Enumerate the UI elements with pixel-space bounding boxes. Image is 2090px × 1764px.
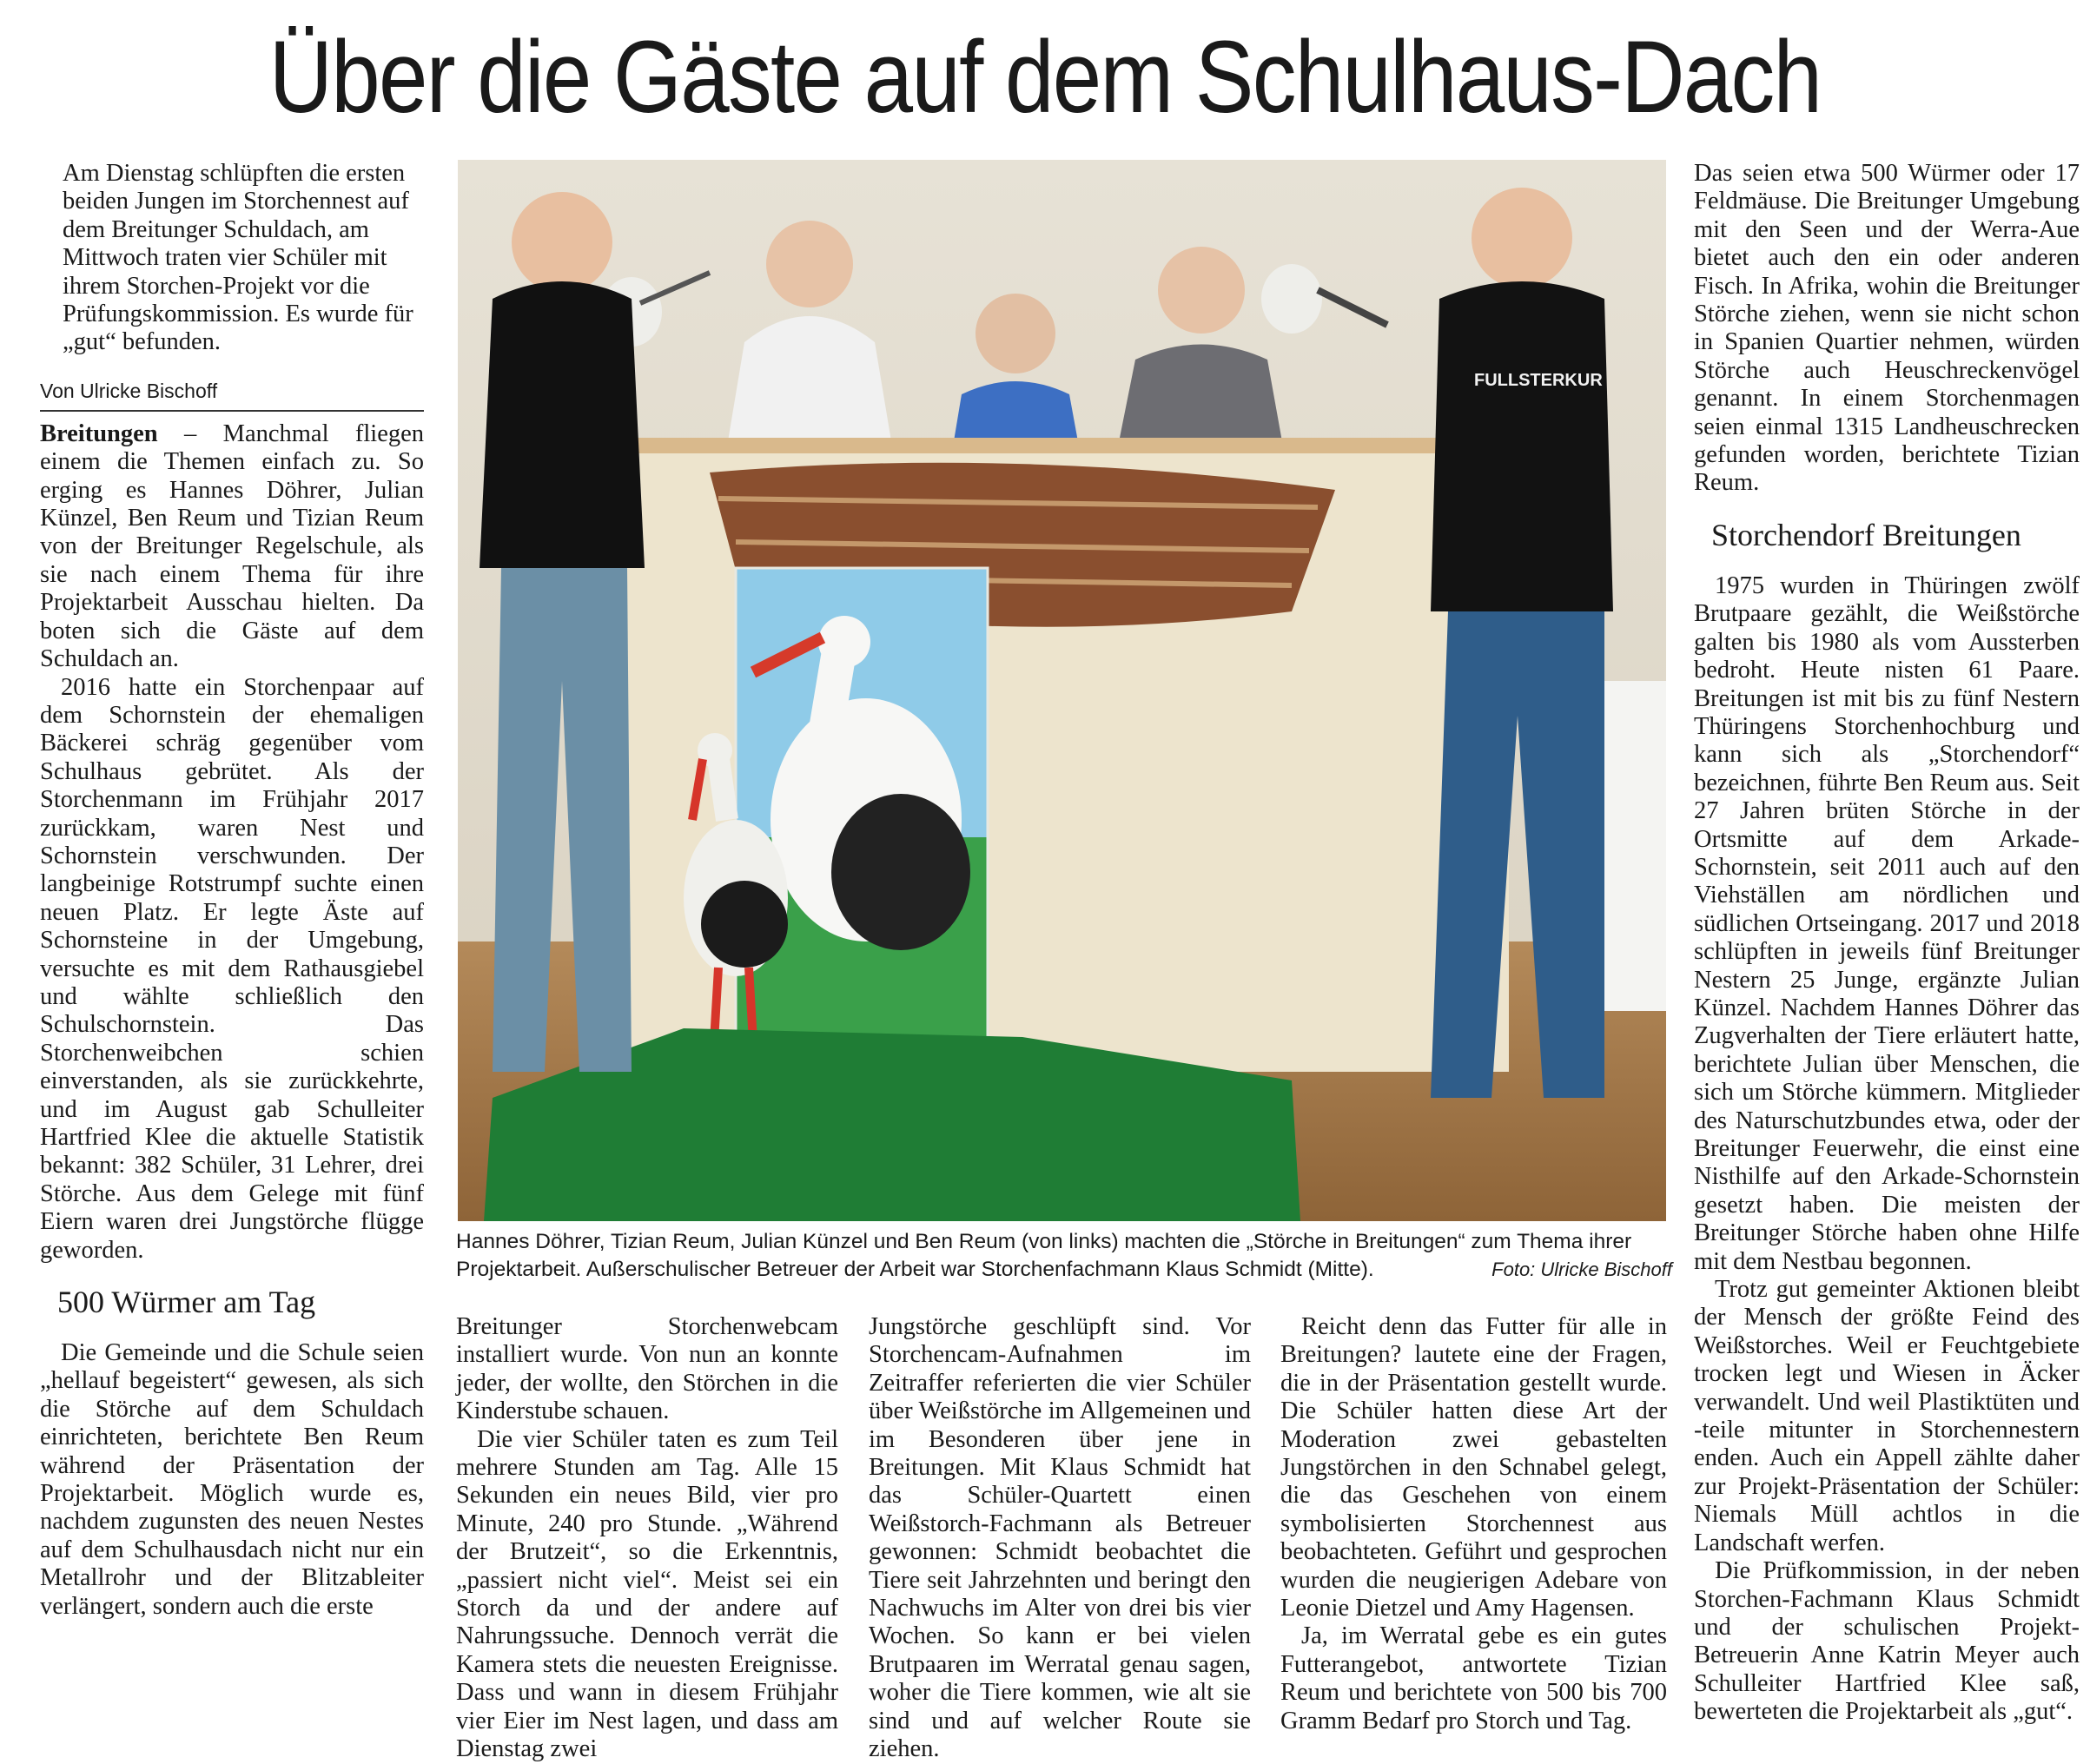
column-5 [1694, 160, 2080, 1727]
paragraph: Reicht denn das Futter für alle in Breitungen? lautete eine der Fragen, die in der Präsentation gestellt wurde. Die Schüler hatten diese Art der Moderation zwei gebastelten Jungstörchen in den Schnabel gelegt, die das Geschehen von einem symbolisierten Storchennest aus beobachteten. Geführt und gesprochen wurden die neugierigen Adebare von Leonie Dietzel und Amy Hagensen. [1280, 1313, 1667, 1622]
column-2 [456, 1313, 838, 1764]
byline: Von Ulricke Bischoff [40, 380, 424, 412]
article-headline: Über die Gäste auf dem Schulhaus-Dach [268, 20, 1822, 135]
paragraph: Ja, im Werratal gebe es ein gutes Futterangebot, antwortete Tizian Reum und berichtete von 500 bis 700 Gramm Bedarf pro Storch und Tag. [1280, 1622, 1667, 1734]
dateline: Breitungen [40, 420, 158, 447]
paragraph: Jungstörche geschlüpft sind. Vor Storchencam-Aufnahmen im Zeitraffer referierten die vier Schüler über Weißstörche im Allgemeinen und im Besonderen über jene in Breitungen. Mit Klaus Schmidt hat das Schüler-Quartett einen Weißstorch-Fachmann als Betreuer gewonnen: Schmidt beobachtet die Tiere seit Jahrzehnten und beringt den Nachwuchs im Alter von drei bis vier Wochen. So kann er bei vielen Brutpaaren im Werratal genau sagen, woher die Tiere kommen, wie alt sie sind und auf welcher Route sie ziehen. [869, 1313, 1251, 1763]
column-1 [40, 160, 424, 1621]
paragraph: Breitunger Storchenwebcam installiert wurde. Von nun an konnte jeder, der wollte, den Störchen in die Kinderstube schauen. [456, 1313, 838, 1425]
article-lead: Am Dienstag schlüpften die ersten beiden Jungen im Storchennest auf dem Breitunger Schuldach, am Mittwoch traten vier Schüler mit ihrem Storchen-Projekt vor die Prüfungskommission. Es wurde für „gut“ befunden. [63, 160, 413, 356]
article-photo [458, 160, 1666, 1221]
paragraph: Breitungen – Manchmal fliegen einem die Themen einfach zu. So erging es Hannes Döhrer, Julian Künzel, Ben Reum und Tizian Reum von der Breitunger Regelschule, als sie nach einem Thema für ihre Projektarbeit Ausschau hielten. Da boten sich die Gäste auf dem Schuldach an. [40, 420, 424, 673]
paragraph: 2016 hatte ein Storchenpaar auf dem Schornstein der ehemaligen Bäckerei schräg gegenüber vom Schulhaus gebrütet. Als der Storchenmann im Frühjahr 2017 zurückkam, waren Nest und Schornstein verschwunden. Der langbeinige Rotstrumpf suchte einen neuen Platz. Er legte Äste auf Schornsteine in der Umgebung, versuchte es mit dem Rathausgiebel und wählte schließlich den Schulschornstein. Das Storchenweibchen schien einverstanden, als sie zurückkehrte, und im August gab Schulleiter Hartfried Klee die aktuelle Statistik bekannt: 382 Schüler, 31 Lehrer, drei Störche. Aus dem Gelege mit fünf Eiern waren drei Jungstörche flügge geworden. [40, 673, 424, 1264]
column-4 [1280, 1313, 1667, 1735]
column-3 [869, 1313, 1251, 1764]
subheading: 500 Würmer am Tag [57, 1285, 316, 1320]
paragraph: 1975 wurden in Thüringen zwölf Brutpaare gezählt, die Weißstörche galten bis 1980 als vom Aussterben bedroht. Heute nisten 61 Paare. Breitungen ist mit bis zu fünf Nestern Thüringens Storchenhochburg und kann sich als „Storchendorf“ bezeichnen, führte Ben Reum aus. Seit 27 Jahren brüten Störche in der Ortsmitte auf dem Arkade-Schornstein, seit 2011 auch auf den Viehställen am nördlichen und südlichen Ortseingang. 2017 und 2018 schlüpften in jeweils fünf Breitunger Nestern 25 Junge, ergänzte Julian Künzel. Nachdem Hannes Döhrer das Zugverhalten der Tiere erläutert hatte, berichtete Julian über Menschen, die sich um Störche kümmern. Mitglieder des Naturschutzbundes etwa, oder der Breitunger Feuerwehr, die einst eine Nisthilfe auf den Arkade-Schornstein gesetzt haben. Die meisten der Breitunger Störche haben ohne Hilfe mit dem Nestbau begonnen. [1694, 571, 2080, 1275]
paragraph: Die vier Schüler taten es zum Teil mehrere Stunden am Tag. Alle 15 Sekunden ein neues Bild, vier pro Minute, 240 pro Stunde. „Während der Brutzeit“, so die Erkenntnis, „passiert nicht viel“. Meist sei ein Storch da und der andere auf Nahrungssuche. Dennoch verrät die Kamera stets die neuesten Ereignisse. Dass und wann in diesem Frühjahr vier Eier im Nest lagen, und dass am Dienstag zwei [456, 1425, 838, 1763]
paragraph: Die Gemeinde und die Schule seien „hellauf begeistert“ gewesen, als sich die Störche auf dem Schuldach einrichteten, berichtete Ben Reum während der Präsentation der Projektarbeit. Möglich wurde es, nachdem zugunsten des neuen Nestes auf dem Schulhausdach nicht nur ein Metallrohr und der Blitzableiter verlängert, sondern auch die erste [40, 1339, 424, 1620]
photo-caption: Hannes Döhrer, Tizian Reum, Julian Künzel und Ben Reum (von links) machten die „Störche in Breitungen“ zum Thema ihrer Projektarbeit. Außerschulischer Betreuer der Arbeit war Storchenfachmann Klaus Schmidt (Mitte). Foto: Ulricke Bischoff [456, 1228, 1672, 1284]
paragraph: Die Prüfkommission, in der neben Storchen-Fachmann Klaus Schmidt und der schulischen Projekt-Betreuerin Anne Katrin Meyer auch Schulleiter Hartfried Klee saß, bewerteten die Projektarbeit als „gut“. [1694, 1557, 2080, 1726]
subheading: Storchendorf Breitungen [1711, 517, 2021, 552]
paragraph: Trotz gut gemeinter Aktionen bleibt der Mensch der größte Feind des Weißstorches. Weil er Feuchtgebiete trocken legt und Wiesen in Äcker verwandelt. Und weil Plastiktüten und -teile mitunter in Storchennestern enden. Auch ein Appell zählte daher zur Projekt-Präsentation der Schüler: Niemals Müll achtlos in die Landschaft werfen. [1694, 1276, 2080, 1556]
paragraph: Das seien etwa 500 Würmer oder 17 Feldmäuse. Die Breitunger Umgebung mit den Seen und der Werra-Aue bietet auch den ein oder anderen Fisch. In Afrika, wohin die Breitunger Störche ziehen, wenn sie nicht schon in Spanien Quartier nehmen, würden Störche auch Heuschreckenvögel genannt. In einem Storchenmagen seien einmal 1315 Landheuschrecken gefunden worden, berichtete Tizian Reum. [1694, 160, 2080, 497]
photo-illustration [458, 160, 1666, 1221]
shirt-print: FULLSTERKUR [1474, 371, 1603, 390]
photo-credit: Foto: Ulricke Bischoff [1491, 1259, 1672, 1280]
